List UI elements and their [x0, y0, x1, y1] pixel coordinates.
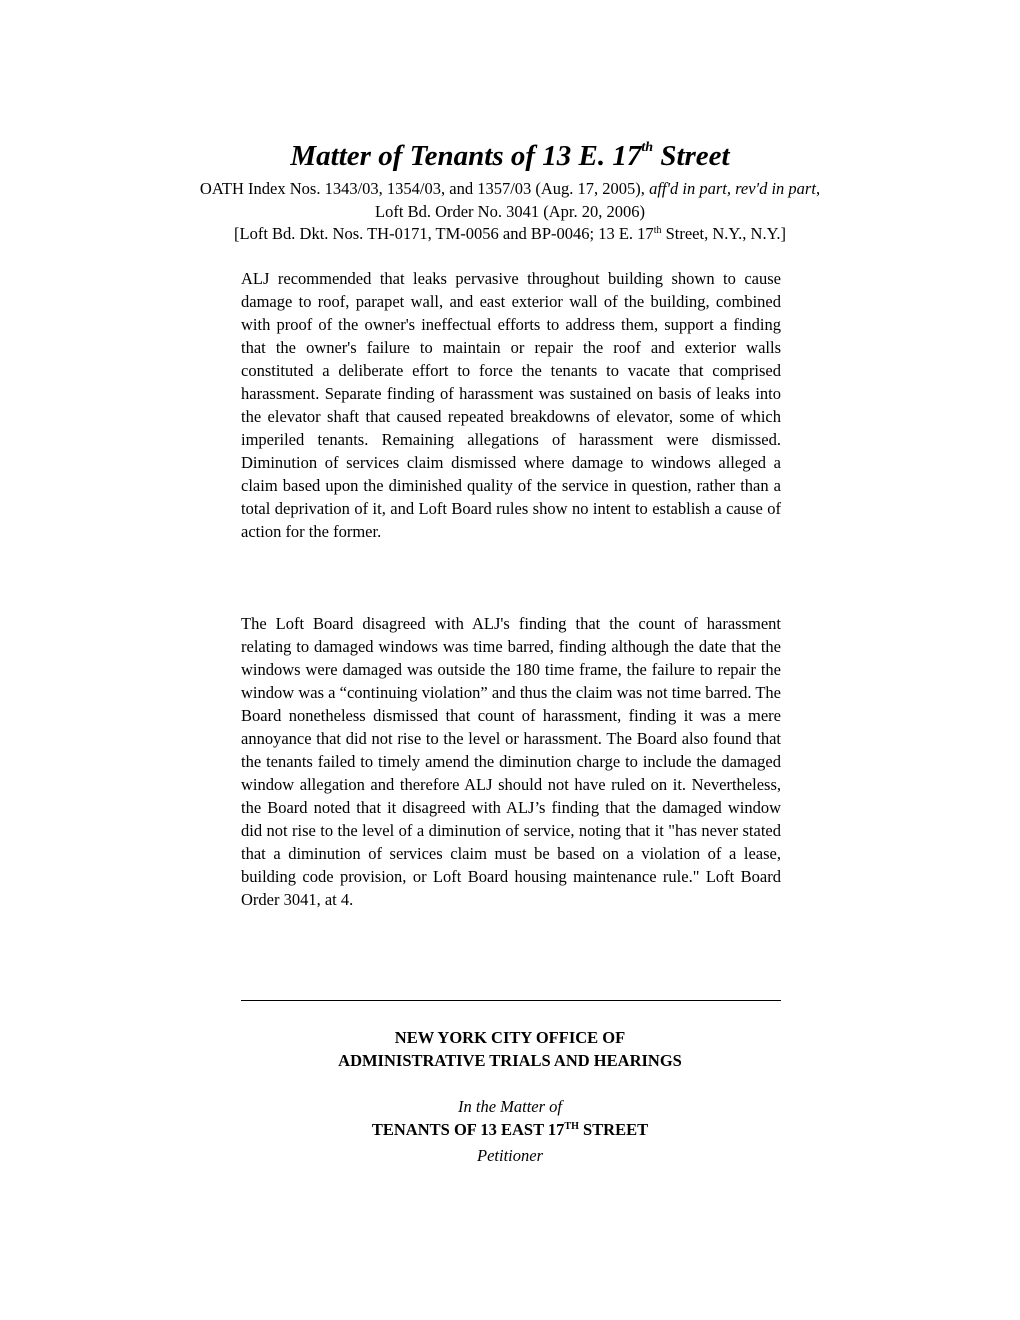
agency-heading: [0, 1026, 1020, 1072]
citation-disposition: aff'd in part, rev'd in part: [649, 179, 816, 198]
citation-comma: ,: [815, 179, 821, 198]
case-citation: [0, 178, 1020, 249]
case-title-prefix: Matter of Tenants of 13 E. 17: [290, 140, 642, 172]
in-the-matter-label: In the Matter of: [457, 1097, 563, 1116]
party-name-superscript: TH: [564, 1121, 579, 1132]
matter-caption: [0, 1095, 1020, 1167]
citation-line-2: Loft Bd. Order No. 3041 (Apr. 20, 2006): [375, 201, 645, 221]
case-title: [0, 138, 1020, 180]
party-name-suffix: STREET: [578, 1120, 649, 1139]
agency-line-1: NEW YORK CITY OFFICE OF: [394, 1028, 626, 1047]
case-title-superscript: th: [641, 140, 654, 155]
party-name-prefix: TENANTS OF 13 EAST 17: [371, 1120, 565, 1139]
citation-docket-prefix: [Loft Bd. Dkt. Nos. TH-0171, TM-0056 and BP-0046; 13 E. 17: [234, 224, 654, 243]
summary-paragraph-loft-board: The Loft Board disagreed with ALJ's finding that the count of harassment relating to damaged windows was time barred, finding although the date that the windows were damaged was outside the 180 time frame, the failure to repair the window was a “continuing violation” and thus the claim was not time barred. The Board nonetheless dismissed that count of harassment, finding it was a mere annoyance that did not rise to the level or harassment. The Board also found that the tenants failed to timely amend the diminution charge to include the damaged window allegation and therefore ALJ should not have ruled on it. Nevertheless, the Board noted that it disagreed with ALJ’s finding that the damaged window did not rise to the level of a diminution of service, noting that it "has never stated that a diminution of services claim must be based on a violation of a lease, building code provision, or Loft Board housing maintenance rule." Loft Board Order 3041, at 4.: [241, 614, 781, 909]
citation-docket-suffix: Street, N.Y., N.Y.]: [661, 224, 786, 243]
case-title-suffix: Street: [653, 140, 730, 172]
citation-index-numbers: OATH Index Nos. 1343/03, 1354/03, and 1357/03 (Aug. 17, 2005),: [199, 179, 650, 198]
party-name: [0, 1118, 1020, 1144]
agency-line-2: ADMINISTRATIVE TRIALS AND HEARINGS: [338, 1051, 682, 1070]
citation-line-3: [0, 223, 1020, 249]
summary-paragraph-alj: ALJ recommended that leaks pervasive throughout building shown to cause damage to roof, parapet wall, and east exterior wall of the building, combined with proof of the owner's ineffectual efforts to address them, support a finding that the owner's failure to maintain or repair the roof and exterior walls constituted a deliberate effort to force the tenants to vacate that comprised harassment. Separate finding of harassment was sustained on basis of leaks into the elevator shaft that caused repeated breakdowns of elevator, some of which imperiled tenants. Remaining allegations of harassment were dismissed. Diminution of services claim dismissed where damage to windows alleged a claim based upon the diminished quality of the service in question, rather than a total deprivation of it, and Loft Board rules show no intent to establish a cause of action for the former.: [241, 269, 781, 541]
party-role: Petitioner: [477, 1146, 543, 1165]
citation-docket-superscript: th: [653, 225, 662, 236]
citation-line-1: [0, 178, 1020, 201]
divider-rule: [241, 1000, 781, 1001]
